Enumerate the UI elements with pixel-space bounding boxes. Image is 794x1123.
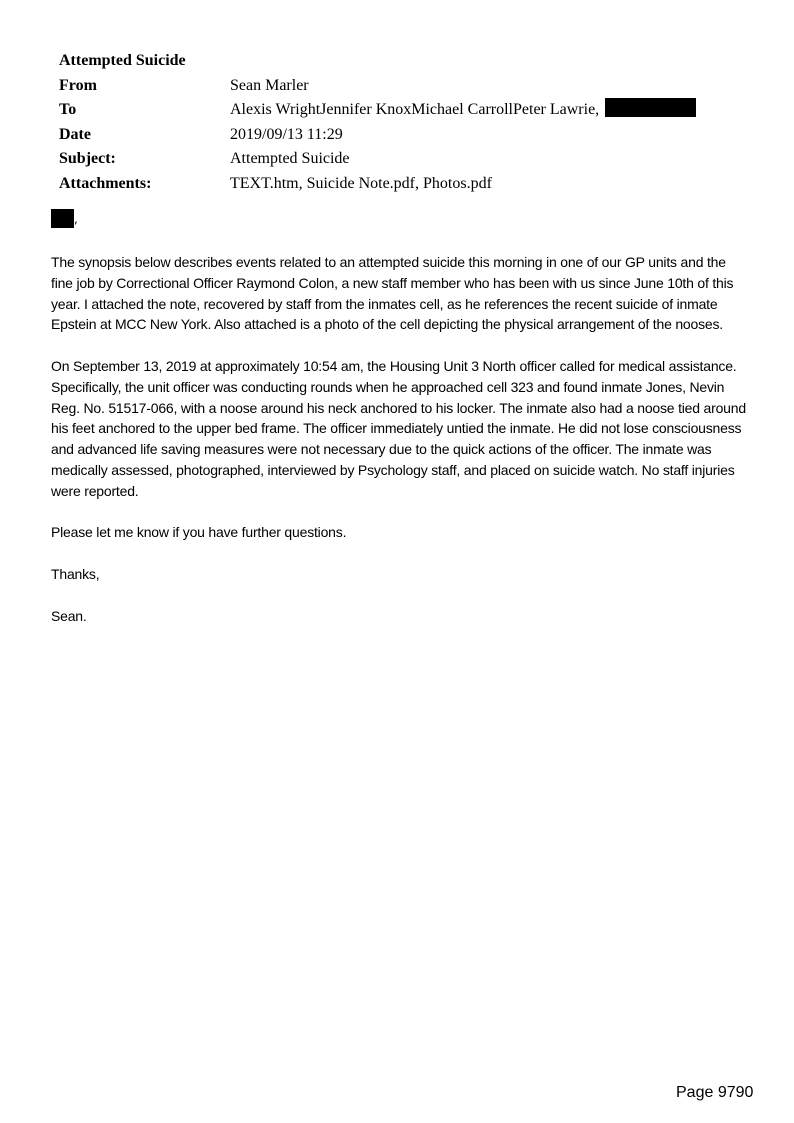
header-title-row — [59, 49, 696, 74]
date-row — [59, 123, 696, 148]
redaction-box — [51, 209, 74, 228]
email-header — [59, 49, 696, 196]
sign-off: Thanks, — [51, 565, 100, 582]
greeting-suffix: , — [74, 212, 78, 226]
signature-name: Sean. — [51, 607, 87, 624]
page-number: Page 9790 — [676, 1084, 754, 1101]
attachments-label: Attachments: — [59, 174, 152, 192]
from-label: From — [59, 76, 97, 94]
to-value: Alexis WrightJennifer KnoxMichael CarrollPeter Lawrie, — [230, 101, 600, 118]
greeting — [51, 209, 78, 228]
body-paragraph: On September 13, 2019 at approximately 10:54 am, the Housing Unit 3 North officer called for medical assistance. Specifically, the unit officer was conducting rounds when he approached cell 323 and found inmate Jones, Nevin Reg. No. 51517-066, with a noose around his neck anchored to his locker. The inmate also had a noose tied around his feet anchored to the upper bed frame. The officer immediately untied the inmate. He did not lose consciousness and advanced life saving measures were not necessary due to the quick actions of the officer. The inmate was medically assessed, photographed, interviewed by Psychology staff, and placed on suicide watch. No staff injuries were reported. — [51, 357, 746, 499]
date-label: Date — [59, 125, 91, 143]
subject-value: Attempted Suicide — [230, 150, 350, 167]
subject-row — [59, 147, 696, 172]
body-paragraph: The synopsis below describes events related to an attempted suicide this morning in one of our GP units and the fine job by Correctional Officer Raymond Colon, a new staff member who has been with us since June 10th of this year. I attached the note, recovered by staff from the inmates cell, as he references the recent suicide of inmate Epstein at MCC New York. Also attached is a photo of the cell depicting the physical arrangement of the nooses. — [51, 254, 734, 333]
attachments-value: TEXT.htm, Suicide Note.pdf, Photos.pdf — [230, 174, 492, 192]
date-value: 2019/09/13 11:29 — [230, 125, 343, 143]
from-value: Sean Marler — [230, 76, 309, 94]
to-label: To — [59, 101, 77, 118]
from-row — [59, 74, 696, 99]
body-paragraph: Please let me know if you have further questions. — [51, 524, 347, 541]
email-header-title: Attempted Suicide — [59, 52, 186, 69]
email-body — [51, 252, 751, 647]
subject-label: Subject: — [59, 150, 116, 167]
to-row — [59, 98, 696, 123]
attachments-row — [59, 172, 696, 197]
redaction-box — [605, 98, 696, 117]
